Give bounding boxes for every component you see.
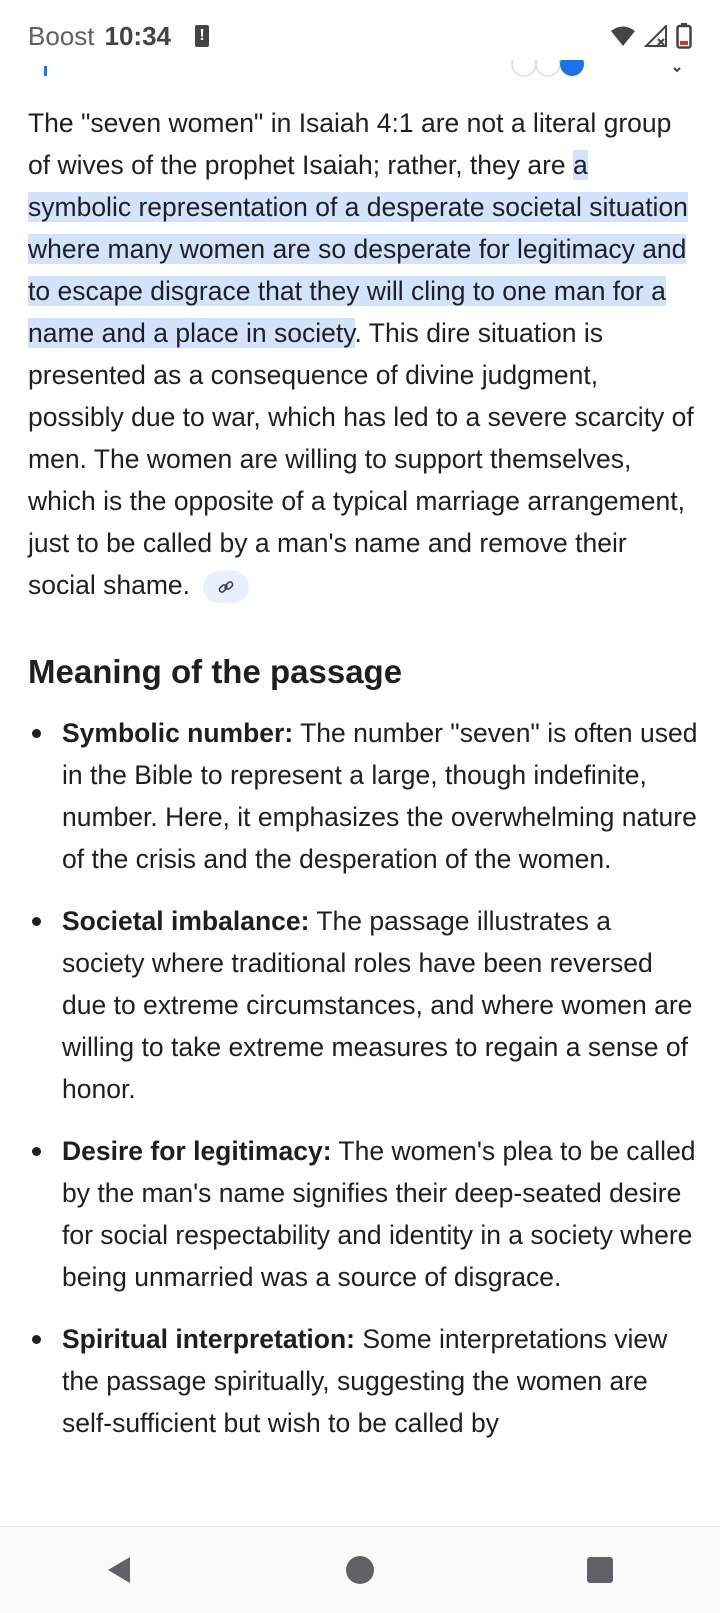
alert-icon: !	[195, 25, 209, 47]
bullet-list	[28, 712, 698, 1444]
scrolled-header-remnant	[0, 60, 720, 80]
intro-text-start: The "seven women" in Isaiah 4:1 are not a literal group of wives of the prophet Isaiah; rather, they are	[28, 108, 672, 180]
bullet-title: Desire for legitimacy:	[62, 1136, 332, 1166]
section-heading: Meaning of the passage	[28, 653, 403, 690]
bullet-text: Some interpretations view the passage spiritually, suggesting the women are self-sufficient but wish to be called by	[62, 1324, 668, 1438]
highlighted-answer: a symbolic representation of a desperate societal situation where many women are so desperate for legitimacy and to escape disgrace that they will cling to one man for a name and a place in society	[28, 150, 688, 348]
intro-paragraph	[28, 102, 698, 606]
status-right	[610, 23, 692, 49]
recents-icon	[585, 1555, 615, 1585]
bullet-title: Societal imbalance:	[62, 906, 310, 936]
bullet-title: Symbolic number:	[62, 718, 294, 748]
clock: 10:34	[104, 20, 171, 51]
bullet-dot	[32, 1147, 41, 1156]
bullet-dot	[32, 917, 41, 926]
home-icon	[344, 1554, 376, 1586]
source-link-chip[interactable]	[203, 571, 249, 603]
link-icon	[217, 578, 235, 596]
nav-recents-button[interactable]	[570, 1540, 630, 1600]
nav-back-button[interactable]	[90, 1540, 150, 1600]
bullet-item	[28, 1130, 698, 1298]
carrier-label: Boost	[28, 20, 95, 51]
bullet-title: Spiritual interpretation:	[62, 1324, 355, 1354]
bullet-item	[28, 712, 698, 880]
ai-overview-content	[28, 102, 698, 1464]
wifi-icon	[610, 25, 636, 47]
bullet-text: The women's plea to be called by the man's name signifies their deep-seated desire for social respectability and identity in a society where being unmarried was a source of disgrace.	[62, 1136, 696, 1292]
bullet-dot	[32, 1335, 41, 1344]
bullet-text: The passage illustrates a society where traditional roles have been reversed due to extreme circumstances, and where women are willing to take extreme measures to regain a sense of honor.	[62, 906, 693, 1104]
bullet-text: The number "seven" is often used in the Bible to represent a large, though indefinite, number. Here, it emphasizes the overwhelming nature of the crisis and the desperation of the women.	[62, 718, 698, 874]
system-nav-bar	[0, 1526, 720, 1613]
bullet-item	[28, 1318, 698, 1444]
back-icon	[104, 1554, 136, 1586]
bullet-dot	[32, 729, 41, 738]
bullet-item	[28, 900, 698, 1110]
status-left	[28, 21, 209, 52]
intro-text-end: . This dire situation is presented as a consequence of divine judgment, possibly due to war, which has led to a severe scarcity of men. The women are willing to support themselves, which is the opposite of a typical marriage arrangement, just to be called by a man's name and remove their social shame.	[28, 318, 694, 600]
signal-icon	[644, 25, 668, 47]
battery-icon	[676, 23, 692, 49]
nav-home-button[interactable]	[330, 1540, 390, 1600]
